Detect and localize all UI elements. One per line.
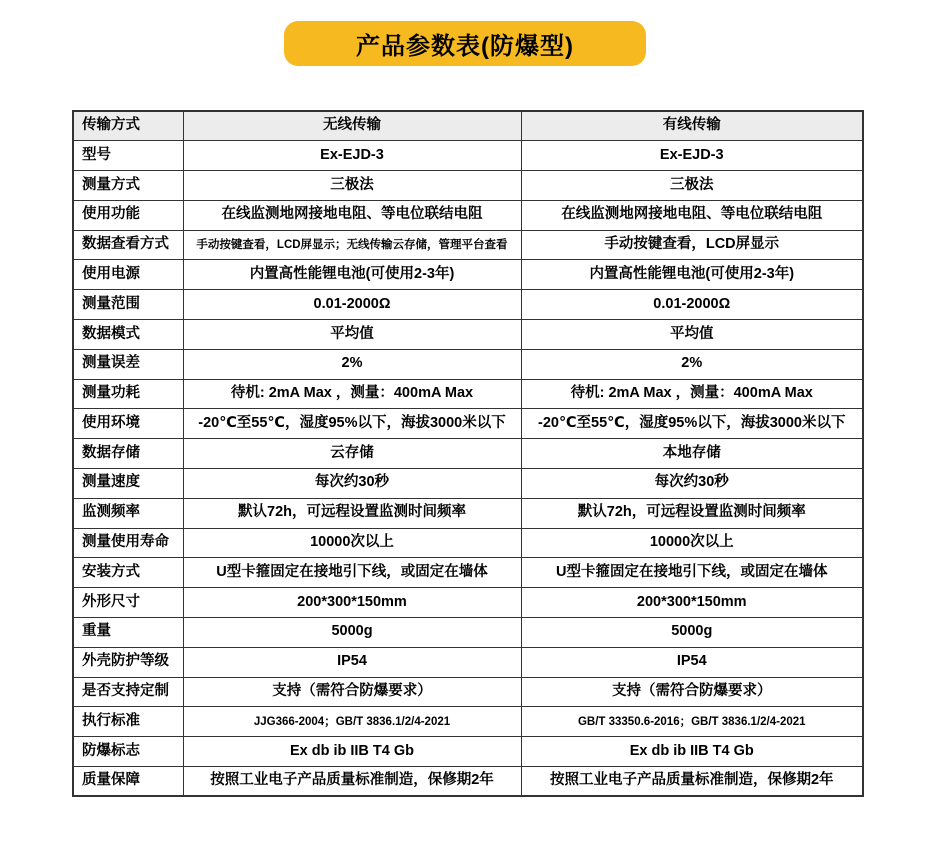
cell-wireless: -20℃至55℃，湿度95%以下，海拔3000米以下 <box>183 409 521 439</box>
cell-wired: 0.01-2000Ω <box>521 290 863 320</box>
cell-wireless: 默认72h，可远程设置监测时间频率 <box>183 498 521 528</box>
table-row <box>73 528 863 558</box>
table-row <box>73 200 863 230</box>
row-label: 数据模式 <box>73 320 183 350</box>
table-row <box>73 171 863 201</box>
row-label: 测量功耗 <box>73 379 183 409</box>
cell-wireless: 平均值 <box>183 320 521 350</box>
cell-wired: 200*300*150mm <box>521 588 863 618</box>
row-label: 数据查看方式 <box>73 230 183 260</box>
table-row <box>73 618 863 648</box>
row-label: 测量范围 <box>73 290 183 320</box>
row-label: 外形尺寸 <box>73 588 183 618</box>
cell-wireless: JJG366-2004；GB/T 3836.1/2/4-2021 <box>183 707 521 737</box>
cell-wireless: 2% <box>183 349 521 379</box>
table-row <box>73 677 863 707</box>
row-label: 使用环境 <box>73 409 183 439</box>
cell-wireless: 5000g <box>183 618 521 648</box>
row-label: 测量误差 <box>73 349 183 379</box>
cell-wired: Ex db ib IIB T4 Gb <box>521 737 863 767</box>
cell-wired: 平均值 <box>521 320 863 350</box>
row-label: 测量速度 <box>73 469 183 499</box>
header-cell-wireless: 无线传输 <box>183 111 521 141</box>
row-label: 监测频率 <box>73 498 183 528</box>
cell-wireless: Ex db ib IIB T4 Gb <box>183 737 521 767</box>
row-label: 测量使用寿命 <box>73 528 183 558</box>
title-banner <box>284 21 646 66</box>
table-body <box>73 141 863 797</box>
cell-wireless: 三极法 <box>183 171 521 201</box>
cell-wired: U型卡箍固定在接地引下线，或固定在墙体 <box>521 558 863 588</box>
cell-wired: 本地存储 <box>521 439 863 469</box>
row-label: 质量保障 <box>73 767 183 797</box>
table-row <box>73 320 863 350</box>
cell-wired: GB/T 33350.6-2016；GB/T 3836.1/2/4-2021 <box>521 707 863 737</box>
cell-wired: 在线监测地网接地电阻、等电位联结电阻 <box>521 200 863 230</box>
cell-wired: 10000次以上 <box>521 528 863 558</box>
cell-wireless: IP54 <box>183 647 521 677</box>
cell-wired: 5000g <box>521 618 863 648</box>
cell-wireless: Ex-EJD-3 <box>183 141 521 171</box>
cell-wired: 按照工业电子产品质量标准制造，保修期2年 <box>521 767 863 797</box>
header-cell-wired: 有线传输 <box>521 111 863 141</box>
product-spec-table <box>72 110 864 797</box>
table-row <box>73 737 863 767</box>
cell-wireless: 待机: 2mA Max ，测量：400mA Max <box>183 379 521 409</box>
cell-wireless: 按照工业电子产品质量标准制造，保修期2年 <box>183 767 521 797</box>
row-label: 数据存储 <box>73 439 183 469</box>
row-label: 使用功能 <box>73 200 183 230</box>
cell-wired: Ex-EJD-3 <box>521 141 863 171</box>
table-row <box>73 260 863 290</box>
cell-wired: 内置高性能锂电池(可使用2-3年) <box>521 260 863 290</box>
row-label: 防爆标志 <box>73 737 183 767</box>
cell-wired: 每次约30秒 <box>521 469 863 499</box>
table-row <box>73 558 863 588</box>
cell-wireless: 200*300*150mm <box>183 588 521 618</box>
row-label: 是否支持定制 <box>73 677 183 707</box>
row-label: 执行标准 <box>73 707 183 737</box>
table-row <box>73 647 863 677</box>
cell-wired: 待机: 2mA Max ，测量：400mA Max <box>521 379 863 409</box>
table-row <box>73 439 863 469</box>
table-row <box>73 141 863 171</box>
cell-wireless: 在线监测地网接地电阻、等电位联结电阻 <box>183 200 521 230</box>
header-cell-transmission-label: 传输方式 <box>73 111 183 141</box>
cell-wired: IP54 <box>521 647 863 677</box>
cell-wireless: 每次约30秒 <box>183 469 521 499</box>
table-row <box>73 469 863 499</box>
cell-wireless: 云存储 <box>183 439 521 469</box>
table-row <box>73 588 863 618</box>
row-label: 外壳防护等级 <box>73 647 183 677</box>
page-title: 产品参数表(防爆型) <box>356 33 574 60</box>
cell-wireless: 手动按键查看，LCD屏显示；无线传输云存储，管理平台查看 <box>183 230 521 260</box>
table-row <box>73 349 863 379</box>
row-label: 测量方式 <box>73 171 183 201</box>
row-label: 安装方式 <box>73 558 183 588</box>
table-row <box>73 379 863 409</box>
cell-wired: 支持（需符合防爆要求） <box>521 677 863 707</box>
table-row <box>73 230 863 260</box>
cell-wireless: 10000次以上 <box>183 528 521 558</box>
table-row <box>73 767 863 797</box>
table-row <box>73 409 863 439</box>
row-label: 型号 <box>73 141 183 171</box>
cell-wired: 手动按键查看，LCD屏显示 <box>521 230 863 260</box>
cell-wired: 默认72h，可远程设置监测时间频率 <box>521 498 863 528</box>
table-row <box>73 707 863 737</box>
table-header-row <box>73 111 863 141</box>
row-label: 重量 <box>73 618 183 648</box>
cell-wired: 2% <box>521 349 863 379</box>
row-label: 使用电源 <box>73 260 183 290</box>
cell-wireless: 0.01-2000Ω <box>183 290 521 320</box>
table-row <box>73 290 863 320</box>
table-row <box>73 498 863 528</box>
cell-wireless: 支持（需符合防爆要求） <box>183 677 521 707</box>
cell-wireless: U型卡箍固定在接地引下线，或固定在墙体 <box>183 558 521 588</box>
cell-wired: 三极法 <box>521 171 863 201</box>
cell-wired: -20℃至55℃，湿度95%以下，海拔3000米以下 <box>521 409 863 439</box>
cell-wireless: 内置高性能锂电池(可使用2-3年) <box>183 260 521 290</box>
